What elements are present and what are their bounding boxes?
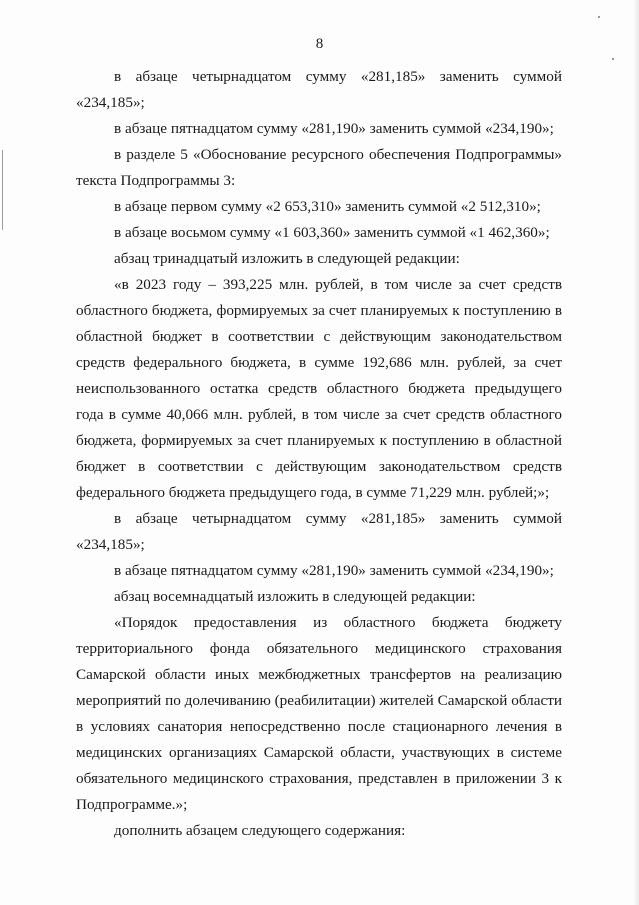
page-number: 8 [315,36,324,52]
paragraph-2: в абзаце пятнадцатом сумму «281,190» заменить суммой «234,190»; [114,120,554,137]
paragraph-11: «Порядок предоставления из областного бюджета бюджету территориального фонда обязательного медицинского страхования Самарской области иных межбюджетных трансфертов на реализацию мероприятий по долечиванию (реабилитации) жителей Самарской области в условиях санатория непосредственно после стационарного лечения в медицинских организациях Самарской области, участвующих в системе обязательного медицинского страхования, представлен в приложении 3 к Подпрограмме.»; [76,614,562,813]
document-body [76,64,562,844]
paragraph-3: в разделе 5 «Обоснование ресурсного обеспечения Подпрограммы» текста Подпрограммы 3: [76,146,562,189]
paragraph-5: в абзаце восьмом сумму «1 603,360» заменить суммой «1 462,360»; [114,224,550,241]
paragraph-10: абзац восемнадцатый изложить в следующей редакции: [114,588,476,605]
paragraph-9: в абзаце пятнадцатом сумму «281,190» заменить суммой «234,190»; [114,562,554,579]
paragraph-1: в абзаце четырнадцатом сумму «281,185» заменить суммой «234,185»; [76,68,562,111]
paragraph-7: «в 2023 году – 393,225 млн. рублей, в том числе за счет средств областного бюджета, формируемых за счет планируемых к поступлению в областной бюджет в соответствии с действующим законодательством средств федерального бюджета, в сумме 192,686 млн. рублей, за счет неиспользованного остатка средств областного бюджета предыдущего года в сумме 40,066 млн. рублей, в том числе за счет средств областного бюджета, формируемых за счет планируемых к поступлению в областной бюджет в соответствии с действующим законодательством средств федерального бюджета предыдущего года, в сумме 71,229 млн. рублей;»; [76,276,562,501]
paragraph-6: абзац тринадцатый изложить в следующей редакции: [114,250,460,267]
paragraph-12: дополнить абзацем следующего содержания: [114,822,406,839]
scan-artifact-left-edge [2,150,3,230]
scan-artifact-top-right [598,16,600,18]
paragraph-4: в абзаце первом сумму «2 653,310» заменить суммой «2 512,310»; [114,198,541,215]
paragraph-8: в абзаце четырнадцатом сумму «281,185» заменить суммой «234,185»; [76,510,562,553]
scan-artifact-right-dot [612,58,614,60]
scan-edge-shadow [633,0,639,905]
